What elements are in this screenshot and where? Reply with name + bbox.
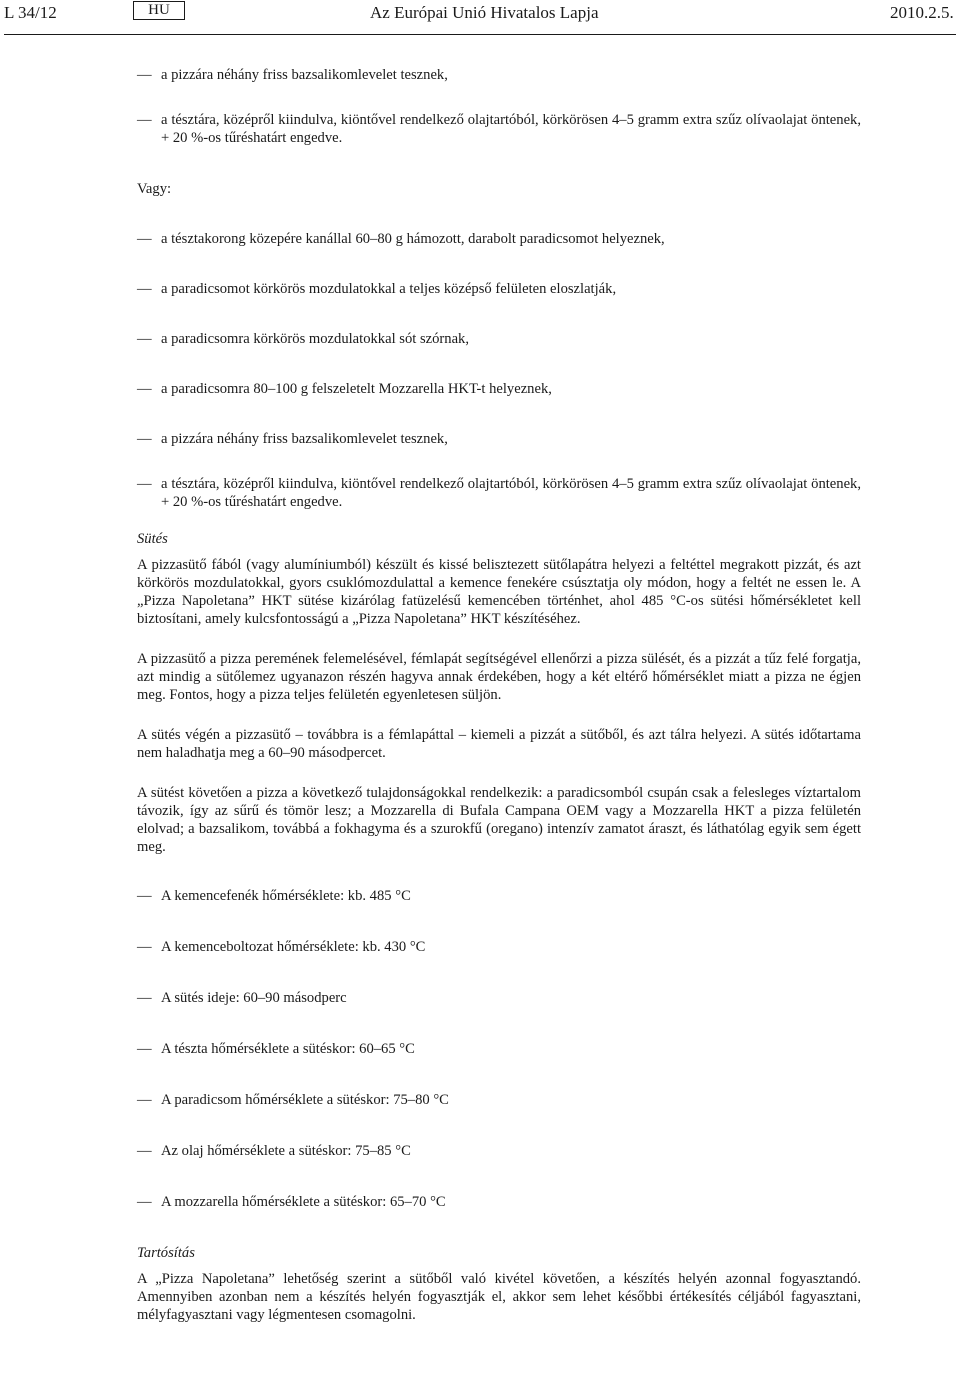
list-item <box>137 280 861 298</box>
paragraph: A pizzasütő fából (vagy alumíniumból) készült és kissé belisztezett sütőlapátra helyezi a feltéttel megrakott pizzát, és azt körkörös mozdulatokkal, gyors csuklómozdulattal a kemence fenekére csúsztatja oly módon, hogy a feltét ne essen le. A „Pizza Napoletana” HKT sütése kizárólag fatüzelésű kemencében történhet, ahol 485 °C-os sütési hőmérsékletet kell biztosítani, amely kulcsfontosságú a „Pizza Napoletana” HKT készítéséhez. <box>137 557 861 627</box>
list-item <box>137 1091 861 1109</box>
list-item-text: A sütés ideje: 60–90 másodperc <box>161 990 347 1006</box>
page-reference: L 34/12 <box>4 3 57 22</box>
list-item <box>137 938 861 956</box>
dash-bullet: — <box>137 281 152 297</box>
dash-bullet: — <box>137 381 152 397</box>
list-item <box>137 1142 861 1160</box>
dash-bullet: — <box>137 231 152 247</box>
dash-bullet: — <box>137 431 152 447</box>
dash-bullet: — <box>137 1041 152 1057</box>
list-item <box>137 380 861 398</box>
paragraph: A pizzasütő a pizza peremének felemelésével, fémlapát segítségével ellenőrzi a pizza sülését, és a pizzát a tűz felé forgatja, azt mindig a sütőlemez ugyanazon részén hagyva annak érdekében, hogy a két eltérő hőmérséklet miatt a pizza ne égjen meg. Fontos, hogy a pizza teljes felületén egyenletesen süljön. <box>137 651 861 703</box>
language-badge: HU <box>133 1 185 20</box>
list-item <box>137 1193 861 1211</box>
list-item-text: a pizzára néhány friss bazsalikomlevelet tesznek, <box>161 67 448 83</box>
list-item-text: A kemenceboltozat hőmérséklete: kb. 430 °C <box>161 939 426 955</box>
paragraph: A „Pizza Napoletana” lehetőség szerint a sütőből való kivétel követően, a készítés helyén azonnal fogyasztandó. Amennyiben azonban nem a készítés helyén fogyasztják el, akkor sem lehet későbbi értékesítés céljából fagyasztani, mélyfagyasztani vagy légmentesen csomagolni. <box>137 1271 861 1323</box>
list-item-text: Az olaj hőmérséklete a sütéskor: 75–85 °C <box>161 1143 411 1159</box>
list-item <box>137 66 861 84</box>
document-body <box>137 66 861 1324</box>
header-divider <box>4 34 956 35</box>
list-item <box>137 330 861 348</box>
list-item-text: a tésztára, középről kiindulva, kiöntővel rendelkező olajtartóból, körkörösen 4–5 gramm extra szűz olívaolajat öntenek, + 20 %-os tűréshatárt engedve. <box>161 112 861 146</box>
list-item <box>137 1040 861 1058</box>
list-item <box>137 111 861 147</box>
journal-title: Az Európai Unió Hivatalos Lapja <box>370 3 599 22</box>
section-heading-tartositas: Tartósítás <box>137 1245 195 1261</box>
dash-bullet: — <box>137 67 152 83</box>
list-item-text: a pizzára néhány friss bazsalikomlevelet tesznek, <box>161 431 448 447</box>
dash-bullet: — <box>137 1143 152 1159</box>
dash-bullet: — <box>137 476 152 492</box>
list-item <box>137 475 861 511</box>
list-item <box>137 989 861 1007</box>
list-item-text: A paradicsom hőmérséklete a sütéskor: 75–80 °C <box>161 1092 449 1108</box>
paragraph: A sütést követően a pizza a következő tulajdonságokkal rendelkezik: a paradicsomból csupán csak a felesleges víztartalom távozik, így az sűrű és tömör lesz; a Mozzarella di Bufala Campana OEM vagy a Mozzarella HKT a pizza felületén elolvad; a bazsalikom, továbbá a fokhagyma és a szurokfű (oregano) intenzív zamatot áraszt, és láthatólag egyik sem égett meg. <box>137 785 861 855</box>
section-heading-sutes: Sütés <box>137 531 168 547</box>
dash-bullet: — <box>137 990 152 1006</box>
dash-bullet: — <box>137 939 152 955</box>
vagy-label: Vagy: <box>137 181 172 197</box>
list-item-text: A tészta hőmérséklete a sütéskor: 60–65 °C <box>161 1041 415 1057</box>
list-item-text: a paradicsomra körkörös mozdulatokkal sót szórnak, <box>161 331 470 347</box>
list-item-text: a tésztakorong közepére kanállal 60–80 g hámozott, darabolt paradicsomot helyeznek, <box>161 231 665 247</box>
dash-bullet: — <box>137 112 152 128</box>
list-item-text: A kemencefenék hőmérséklete: kb. 485 °C <box>161 888 411 904</box>
list-item-text: a paradicsomot körkörös mozdulatokkal a teljes középső felületen eloszlatják, <box>161 281 617 297</box>
list-item-text: a paradicsomra 80–100 g felszeletelt Mozzarella HKT-t helyeznek, <box>161 381 552 397</box>
list-item-text: A mozzarella hőmérséklete a sütéskor: 65–70 °C <box>161 1194 446 1210</box>
list-item <box>137 230 861 248</box>
page-header <box>0 0 960 26</box>
list-item <box>137 430 861 448</box>
dash-bullet: — <box>137 331 152 347</box>
paragraph: A sütés végén a pizzasütő – továbbra is a fémlapáttal – kiemeli a pizzát a sütőből, és azt tálra helyezi. A sütés időtartama nem haladhatja meg a 60–90 másodpercet. <box>137 727 861 761</box>
dash-bullet: — <box>137 1092 152 1108</box>
list-item <box>137 887 861 905</box>
dash-bullet: — <box>137 1194 152 1210</box>
publication-date: 2010.2.5. <box>890 3 954 22</box>
list-item-text: a tésztára, középről kiindulva, kiöntővel rendelkező olajtartóból, körkörösen 4–5 gramm extra szűz olívaolajat öntenek, + 20 %-os tűréshatárt engedve. <box>161 476 861 510</box>
dash-bullet: — <box>137 888 152 904</box>
